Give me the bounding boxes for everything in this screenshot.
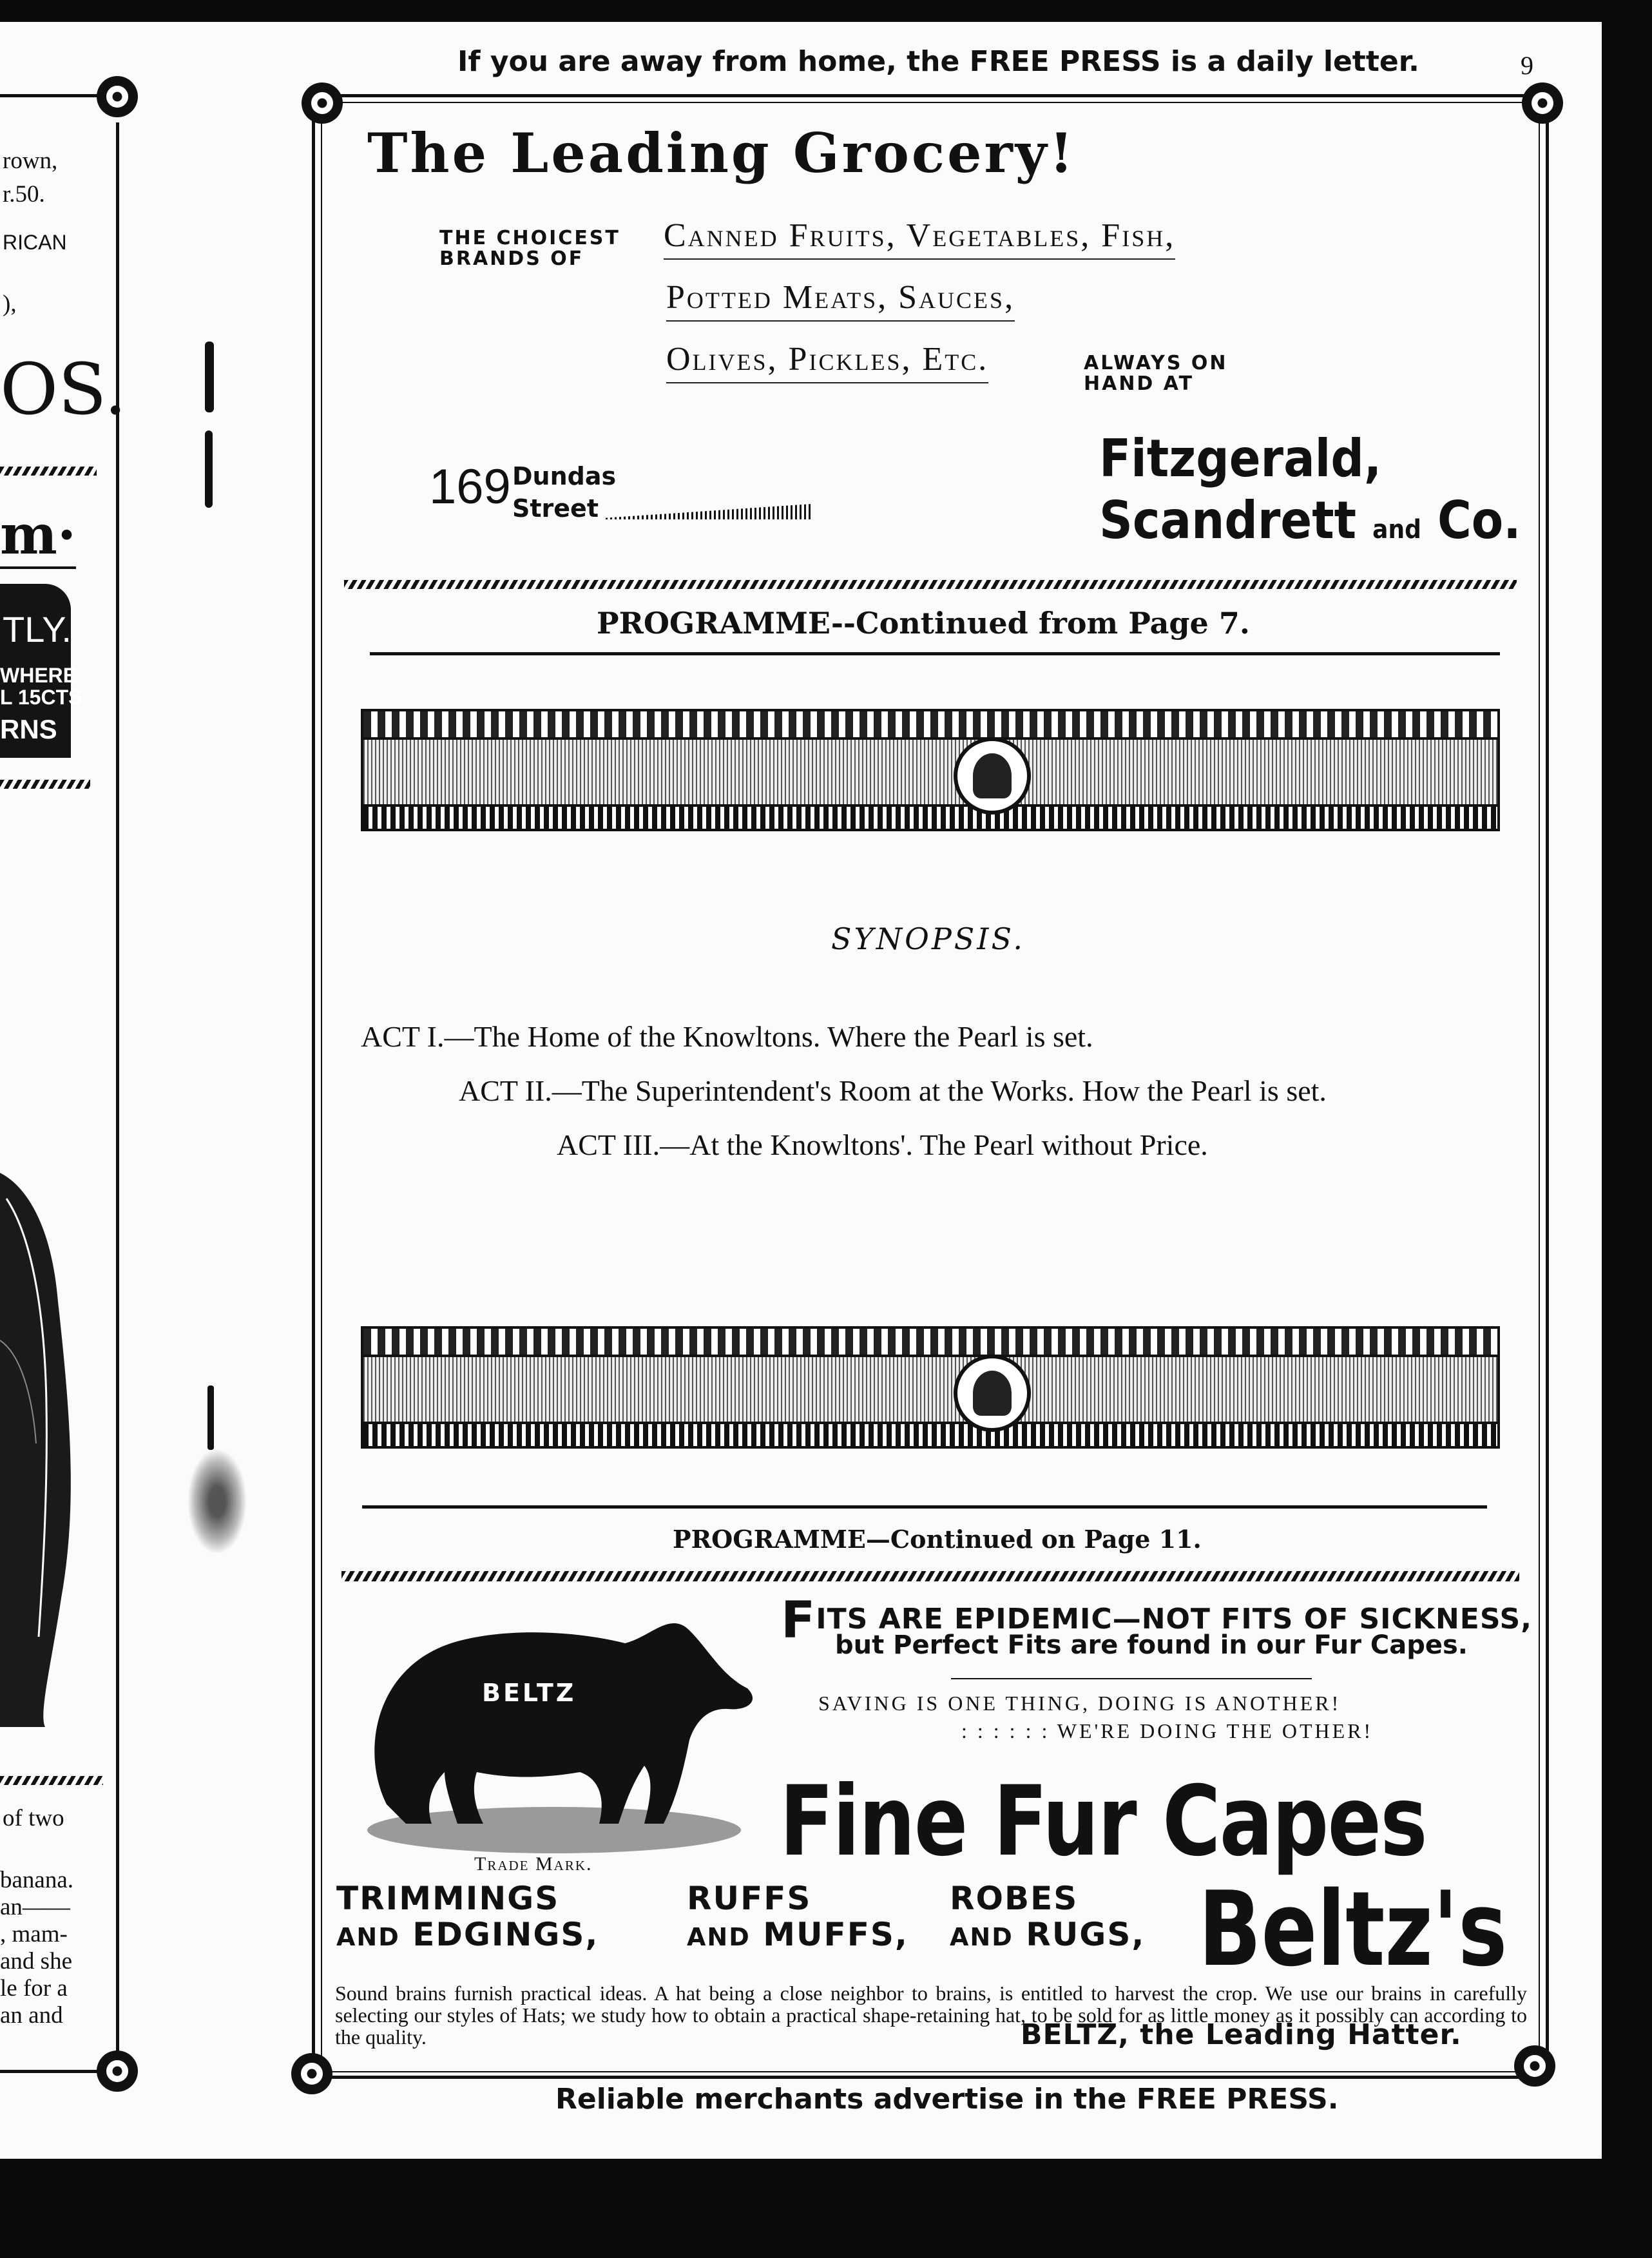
ornamental-band-bottom — [361, 1326, 1500, 1449]
product-item-line2: AND MUFFS, — [687, 1916, 908, 1953]
product-item-line1: RUFFS — [687, 1880, 812, 1917]
horizontal-rule — [370, 652, 1500, 655]
horizontal-rule — [362, 1505, 1487, 1509]
left-fragment-line: le for a — [0, 1975, 68, 2002]
grocery-ad-title: The Leading Grocery! — [367, 121, 1076, 185]
product-line: Olives, Pickles, Etc. — [666, 340, 988, 383]
ornament-rosette-bottom-left — [291, 2053, 332, 2094]
saving-line: : : : : : : WE'RE DOING THE OTHER! — [961, 1719, 1374, 1742]
fits-headline-text: ITS ARE EPIDEMIC—NOT FITS OF SICKNESS, — [816, 1603, 1532, 1636]
product-item-line1: TRIMMINGS — [336, 1880, 560, 1917]
left-fragment-line: rown, — [3, 148, 58, 174]
left-fragment-line: , mam- — [0, 1921, 68, 1947]
left-fragment-panel-line: RNS — [0, 714, 57, 744]
product-item-line2: AND RUGS, — [950, 1916, 1146, 1953]
address-street — [512, 460, 616, 525]
page-number: 9 — [1521, 51, 1533, 80]
act-line: ACT II.—The Superintendent's Room at the Works. How the Pearl is set. — [459, 1074, 1327, 1107]
left-fragment-line: ), — [3, 291, 17, 317]
left-fragment-line: of two — [3, 1805, 64, 1831]
ornamental-band-top — [361, 709, 1500, 831]
left-fragment-line: an and — [0, 2002, 63, 2029]
product-item-line2: AND EDGINGS, — [336, 1916, 599, 1953]
firm-name-and: and — [1372, 515, 1421, 545]
saving-line: SAVING IS ONE THING, DOING IS ANOTHER! — [818, 1692, 1341, 1715]
section-divider-zigzag — [341, 1571, 1519, 1581]
firm-name — [1099, 428, 1521, 561]
ornament-rosette-top-left — [302, 82, 343, 124]
product-item-line1: ROBES — [950, 1880, 1079, 1917]
hats-paragraph: Sound brains furnish practical ideas. A hat being a close neighbor to brains, is entitled to harvest the crop. We use our brains in carefully selecting our styles of Hats; we study how to obtain a practical shape-retaining hat, to be sold for as little money as it possibly can according to the quality. — [335, 1982, 1527, 2049]
left-fragment-zigzag — [0, 1776, 103, 1785]
address-street-line: Dundas — [512, 462, 617, 490]
left-fragment-line: r.50. — [3, 181, 45, 207]
running-header: If you are away from home, the FREE PRESS is a daily letter. — [457, 45, 1419, 78]
left-fragment-zigzag — [0, 467, 97, 476]
choicest-brands-label: THE CHOICEST BRANDS OF — [439, 227, 620, 270]
band-medallion-portrait — [954, 1355, 1031, 1432]
ornament-rosette-top-right — [1522, 82, 1563, 124]
left-fragment-engraving — [0, 1147, 84, 1740]
left-fragment-line: banana. — [0, 1867, 74, 1893]
band-bead-border — [363, 1422, 1497, 1446]
band-bead-border — [363, 804, 1497, 829]
gutter-ink-mark — [205, 342, 214, 412]
short-rule — [951, 1678, 1312, 1679]
fits-subheadline: but Perfect Fits are found in our Fur Capes. — [835, 1630, 1468, 1660]
product-item-trimmings — [336, 1880, 599, 1955]
firm-name-scandrett: Scandrett — [1099, 490, 1357, 550]
band-floral-garland — [363, 740, 1497, 804]
ornament-rosette-left-top — [97, 76, 138, 117]
left-fragment-big-letters: OS. — [0, 348, 127, 430]
left-page-rule-top — [0, 94, 103, 97]
firm-name-line1: Fitzgerald, — [1099, 429, 1382, 488]
left-fragment-line: an—— — [0, 1894, 70, 1920]
address-street-line: Street — [512, 494, 599, 523]
left-fragment-zigzag — [0, 780, 90, 789]
product-item-ruffs — [687, 1880, 908, 1955]
left-page-rule-bottom — [0, 2070, 103, 2073]
scan-border-bottom — [0, 2159, 1652, 2258]
scan-border-right — [1602, 0, 1652, 2258]
bear-beltz-label: BELTZ — [482, 1679, 577, 1707]
address-number: 169 — [429, 459, 511, 514]
programme-continued-on: PROGRAMME—Continued on Page 11. — [673, 1525, 1202, 1554]
act-line: ACT III.—At the Knowltons'. The Pearl without Price. — [557, 1128, 1208, 1161]
gutter-ink-mark — [205, 430, 213, 508]
always-on-hand-label: ALWAYS ON HAND AT — [1084, 352, 1228, 395]
bear-trademark-illustration — [361, 1592, 760, 1862]
beltzs-heading: Beltz's — [1198, 1869, 1508, 1989]
fine-fur-capes-heading: Fine Fur Capes — [780, 1766, 1426, 1878]
left-fragment-panel-line: L 15CTS — [0, 686, 82, 709]
product-line: Potted Meats, Sauces, — [666, 278, 1015, 322]
trade-mark-caption: Trade Mark. — [474, 1853, 593, 1875]
product-line: Canned Fruits, Vegetables, Fish, — [664, 217, 1175, 260]
gutter-ink-mark — [207, 1385, 214, 1450]
band-greek-key — [363, 711, 1497, 740]
left-fragment-panel-line: WHERE — [0, 664, 77, 687]
programme-continued-from: PROGRAMME--Continued from Page 7. — [597, 606, 1250, 641]
gutter-ink-smudge — [188, 1450, 246, 1553]
act-line: ACT I.—The Home of the Knowltons. Where the Pearl is set. — [361, 1020, 1093, 1053]
synopsis-title: SYNOPSIS. — [831, 922, 1025, 956]
running-footer: Reliable merchants advertise in the FREE PRESS. — [555, 2083, 1339, 2116]
scan-border-top — [0, 0, 1652, 22]
band-medallion-portrait — [954, 737, 1031, 815]
leading-hatter-signature: BELTZ, the Leading Hatter. — [1021, 2018, 1462, 2051]
left-fragment-heading: m· — [0, 503, 76, 569]
firm-name-co: Co. — [1437, 490, 1521, 550]
firm-name-line2 — [1099, 490, 1521, 561]
ornament-rosette-bottom-right — [1514, 2045, 1555, 2087]
left-fragment-panel-line: TLY. — [3, 609, 72, 650]
left-fragment-line: and she — [0, 1948, 72, 1974]
product-item-robes — [950, 1880, 1145, 1955]
band-greek-key — [363, 1329, 1497, 1357]
left-fragment-line: RICAN — [3, 231, 67, 254]
section-divider-zigzag — [344, 580, 1517, 589]
band-floral-garland — [363, 1357, 1497, 1422]
fits-initial: F — [781, 1592, 816, 1650]
